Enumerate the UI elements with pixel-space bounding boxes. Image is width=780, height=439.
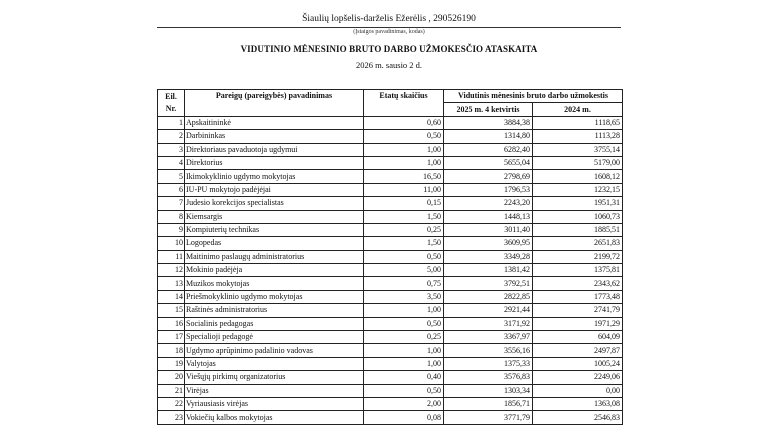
cell-salary-2024: 3755,14: [533, 143, 623, 156]
cell-positions-count: 1,50: [364, 237, 444, 250]
organization-underline: [157, 27, 621, 28]
cell-salary-2025q4: 1381,42: [444, 264, 533, 277]
cell-positions-count: 0,60: [364, 116, 444, 129]
cell-position-name: Socialinis pedagogas: [185, 317, 364, 330]
cell-salary-2025q4: 6282,40: [444, 143, 533, 156]
organization-name: Šiaulių lopšelis-darželis Ežerėlis , 290526190: [302, 14, 476, 24]
table-row: [158, 357, 623, 370]
cell-nr: 11: [158, 250, 185, 263]
cell-position-name: Direktoriaus pavaduotoja ugdymui: [185, 143, 364, 156]
cell-nr: 10: [158, 237, 185, 250]
cell-nr: 5: [158, 170, 185, 183]
cell-salary-2024: 1363,08: [533, 397, 623, 410]
cell-nr: 13: [158, 277, 185, 290]
cell-salary-2025q4: 3171,92: [444, 317, 533, 330]
cell-position-name: Mokinio padėjėja: [185, 264, 364, 277]
cell-salary-2025q4: 2243,20: [444, 197, 533, 210]
cell-nr: 7: [158, 197, 185, 210]
cell-position-name: IU-PU mokytojo padėjėjai: [185, 183, 364, 196]
report-title: VIDUTINIO MĖNESINIO BRUTO DARBO UŽMOKESČIO ATASKAITA: [240, 44, 538, 54]
cell-position-name: Ikimokyklinio ugdymo mokytojas: [185, 170, 364, 183]
cell-nr: 21: [158, 384, 185, 397]
cell-positions-count: 5,00: [364, 264, 444, 277]
cell-salary-2024: 2343,62: [533, 277, 623, 290]
header-nr-line2: Nr.: [165, 103, 177, 113]
cell-positions-count: 0,50: [364, 130, 444, 143]
cell-salary-2025q4: 3792,51: [444, 277, 533, 290]
cell-positions-count: 1,00: [364, 143, 444, 156]
cell-positions-count: 0,15: [364, 197, 444, 210]
cell-nr: 12: [158, 264, 185, 277]
header-salary-group: Vidutinis mėnesinis bruto darbo užmokestis: [444, 90, 623, 103]
cell-salary-2025q4: 1303,34: [444, 384, 533, 397]
cell-positions-count: 3,50: [364, 290, 444, 303]
cell-salary-2024: 5179,00: [533, 156, 623, 169]
cell-salary-2025q4: 3349,28: [444, 250, 533, 263]
table-row: [158, 210, 623, 223]
cell-position-name: Raštinės administratorius: [185, 304, 364, 317]
cell-nr: 19: [158, 357, 185, 370]
cell-salary-2024: 1951,31: [533, 197, 623, 210]
table-row: [158, 384, 623, 397]
cell-nr: 18: [158, 344, 185, 357]
table-header-row: [158, 90, 623, 103]
cell-position-name: Kiemsargis: [185, 210, 364, 223]
cell-position-name: Judesio korekcijos specialistas: [185, 197, 364, 210]
cell-salary-2025q4: 3576,83: [444, 371, 533, 384]
cell-positions-count: 0,08: [364, 411, 444, 424]
cell-position-name: Vyriausiasis virėjas: [185, 397, 364, 410]
cell-nr: 9: [158, 223, 185, 236]
cell-nr: 15: [158, 304, 185, 317]
cell-salary-2024: 2497,87: [533, 344, 623, 357]
table-row: [158, 170, 623, 183]
cell-salary-2024: 1118,65: [533, 116, 623, 129]
cell-salary-2025q4: 5655,04: [444, 156, 533, 169]
cell-position-name: Valytojas: [185, 357, 364, 370]
cell-salary-2024: 2651,83: [533, 237, 623, 250]
table-row: [158, 277, 623, 290]
cell-positions-count: 11,00: [364, 183, 444, 196]
cell-nr: 8: [158, 210, 185, 223]
cell-salary-2025q4: 1856,71: [444, 397, 533, 410]
cell-position-name: Maitinimo paslaugų administratorius: [185, 250, 364, 263]
cell-nr: 16: [158, 317, 185, 330]
cell-nr: 1: [158, 116, 185, 129]
cell-salary-2025q4: 1314,80: [444, 130, 533, 143]
cell-position-name: Apskaitininkė: [185, 116, 364, 129]
cell-positions-count: 0,25: [364, 223, 444, 236]
table-row: [158, 344, 623, 357]
cell-salary-2025q4: 2921,44: [444, 304, 533, 317]
cell-salary-2025q4: 2822,85: [444, 290, 533, 303]
header-position: Pareigų (pareigybės) pavadinimas: [185, 90, 364, 117]
table-row: [158, 397, 623, 410]
cell-position-name: Kompiuterių technikas: [185, 223, 364, 236]
table-row: [158, 223, 623, 236]
cell-position-name: Ugdymo aprūpinimo padalinio vadovas: [185, 344, 364, 357]
header-nr: [158, 90, 185, 117]
report-date: 2026 m. sausio 2 d.: [355, 60, 423, 70]
header-period-2025q4: 2025 m. 4 ketvirtis: [444, 103, 533, 116]
cell-salary-2025q4: 3609,95: [444, 237, 533, 250]
table-row: [158, 317, 623, 330]
cell-nr: 2: [158, 130, 185, 143]
cell-position-name: Viešųjų pirkimų organizatorius: [185, 371, 364, 384]
table-row: [158, 197, 623, 210]
cell-salary-2024: 1971,29: [533, 317, 623, 330]
cell-positions-count: 1,00: [364, 156, 444, 169]
cell-salary-2024: 604,09: [533, 331, 623, 344]
cell-positions-count: 0,75: [364, 277, 444, 290]
cell-salary-2024: 2546,83: [533, 411, 623, 424]
table-row: [158, 304, 623, 317]
table-row: [158, 264, 623, 277]
cell-salary-2024: 1773,48: [533, 290, 623, 303]
table-row: [158, 130, 623, 143]
cell-positions-count: 0,50: [364, 384, 444, 397]
cell-salary-2024: 1375,81: [533, 264, 623, 277]
cell-nr: 22: [158, 397, 185, 410]
cell-nr: 23: [158, 411, 185, 424]
cell-salary-2025q4: 3556,16: [444, 344, 533, 357]
table-row: [158, 237, 623, 250]
cell-positions-count: 0,25: [364, 331, 444, 344]
cell-salary-2024: 0,00: [533, 384, 623, 397]
table-row: [158, 411, 623, 424]
table-row: [158, 290, 623, 303]
cell-positions-count: 0,40: [364, 371, 444, 384]
table-row: [158, 116, 623, 129]
cell-salary-2024: 1113,28: [533, 130, 623, 143]
cell-positions-count: 1,50: [364, 210, 444, 223]
cell-positions-count: 0,50: [364, 250, 444, 263]
cell-positions-count: 1,00: [364, 357, 444, 370]
table-row: [158, 156, 623, 169]
cell-positions-count: 2,00: [364, 397, 444, 410]
cell-salary-2025q4: 2798,69: [444, 170, 533, 183]
cell-salary-2025q4: 1375,33: [444, 357, 533, 370]
header-period-2024: 2024 m.: [533, 103, 623, 116]
cell-salary-2025q4: 1448,13: [444, 210, 533, 223]
cell-salary-2025q4: 3884,38: [444, 116, 533, 129]
cell-nr: 6: [158, 183, 185, 196]
table-row: [158, 143, 623, 156]
table-row: [158, 183, 623, 196]
cell-salary-2024: 1232,15: [533, 183, 623, 196]
table-row: [158, 371, 623, 384]
cell-salary-2024: 2199,72: [533, 250, 623, 263]
cell-salary-2024: 1060,73: [533, 210, 623, 223]
salary-table: [157, 89, 623, 425]
organization-caption: (Įstaigos pavadinimas, kodas): [353, 29, 425, 35]
cell-position-name: Darbininkas: [185, 130, 364, 143]
cell-position-name: Specialioji pedagogė: [185, 331, 364, 344]
cell-salary-2024: 1608,12: [533, 170, 623, 183]
cell-salary-2024: 2741,79: [533, 304, 623, 317]
cell-nr: 4: [158, 156, 185, 169]
cell-positions-count: 0,50: [364, 317, 444, 330]
cell-salary-2024: 2249,06: [533, 371, 623, 384]
cell-positions-count: 16,50: [364, 170, 444, 183]
cell-position-name: Virėjas: [185, 384, 364, 397]
cell-position-name: Priešmokyklinio ugdymo mokytojas: [185, 290, 364, 303]
cell-position-name: Logopedas: [185, 237, 364, 250]
cell-salary-2025q4: 1796,53: [444, 183, 533, 196]
cell-positions-count: 1,00: [364, 304, 444, 317]
header-nr-line1: Eil.: [165, 91, 177, 101]
cell-salary-2024: 1885,51: [533, 223, 623, 236]
cell-salary-2024: 1005,24: [533, 357, 623, 370]
cell-nr: 3: [158, 143, 185, 156]
cell-nr: 20: [158, 371, 185, 384]
header-positions-count: Etatų skaičius: [364, 90, 444, 117]
table-row: [158, 331, 623, 344]
cell-nr: 14: [158, 290, 185, 303]
cell-nr: 17: [158, 331, 185, 344]
cell-position-name: Direktorius: [185, 156, 364, 169]
cell-positions-count: 1,00: [364, 344, 444, 357]
cell-position-name: Vokiečių kalbos mokytojas: [185, 411, 364, 424]
cell-salary-2025q4: 3367,97: [444, 331, 533, 344]
cell-position-name: Muzikos mokytojas: [185, 277, 364, 290]
table-row: [158, 250, 623, 263]
cell-salary-2025q4: 3011,40: [444, 223, 533, 236]
cell-salary-2025q4: 3771,79: [444, 411, 533, 424]
